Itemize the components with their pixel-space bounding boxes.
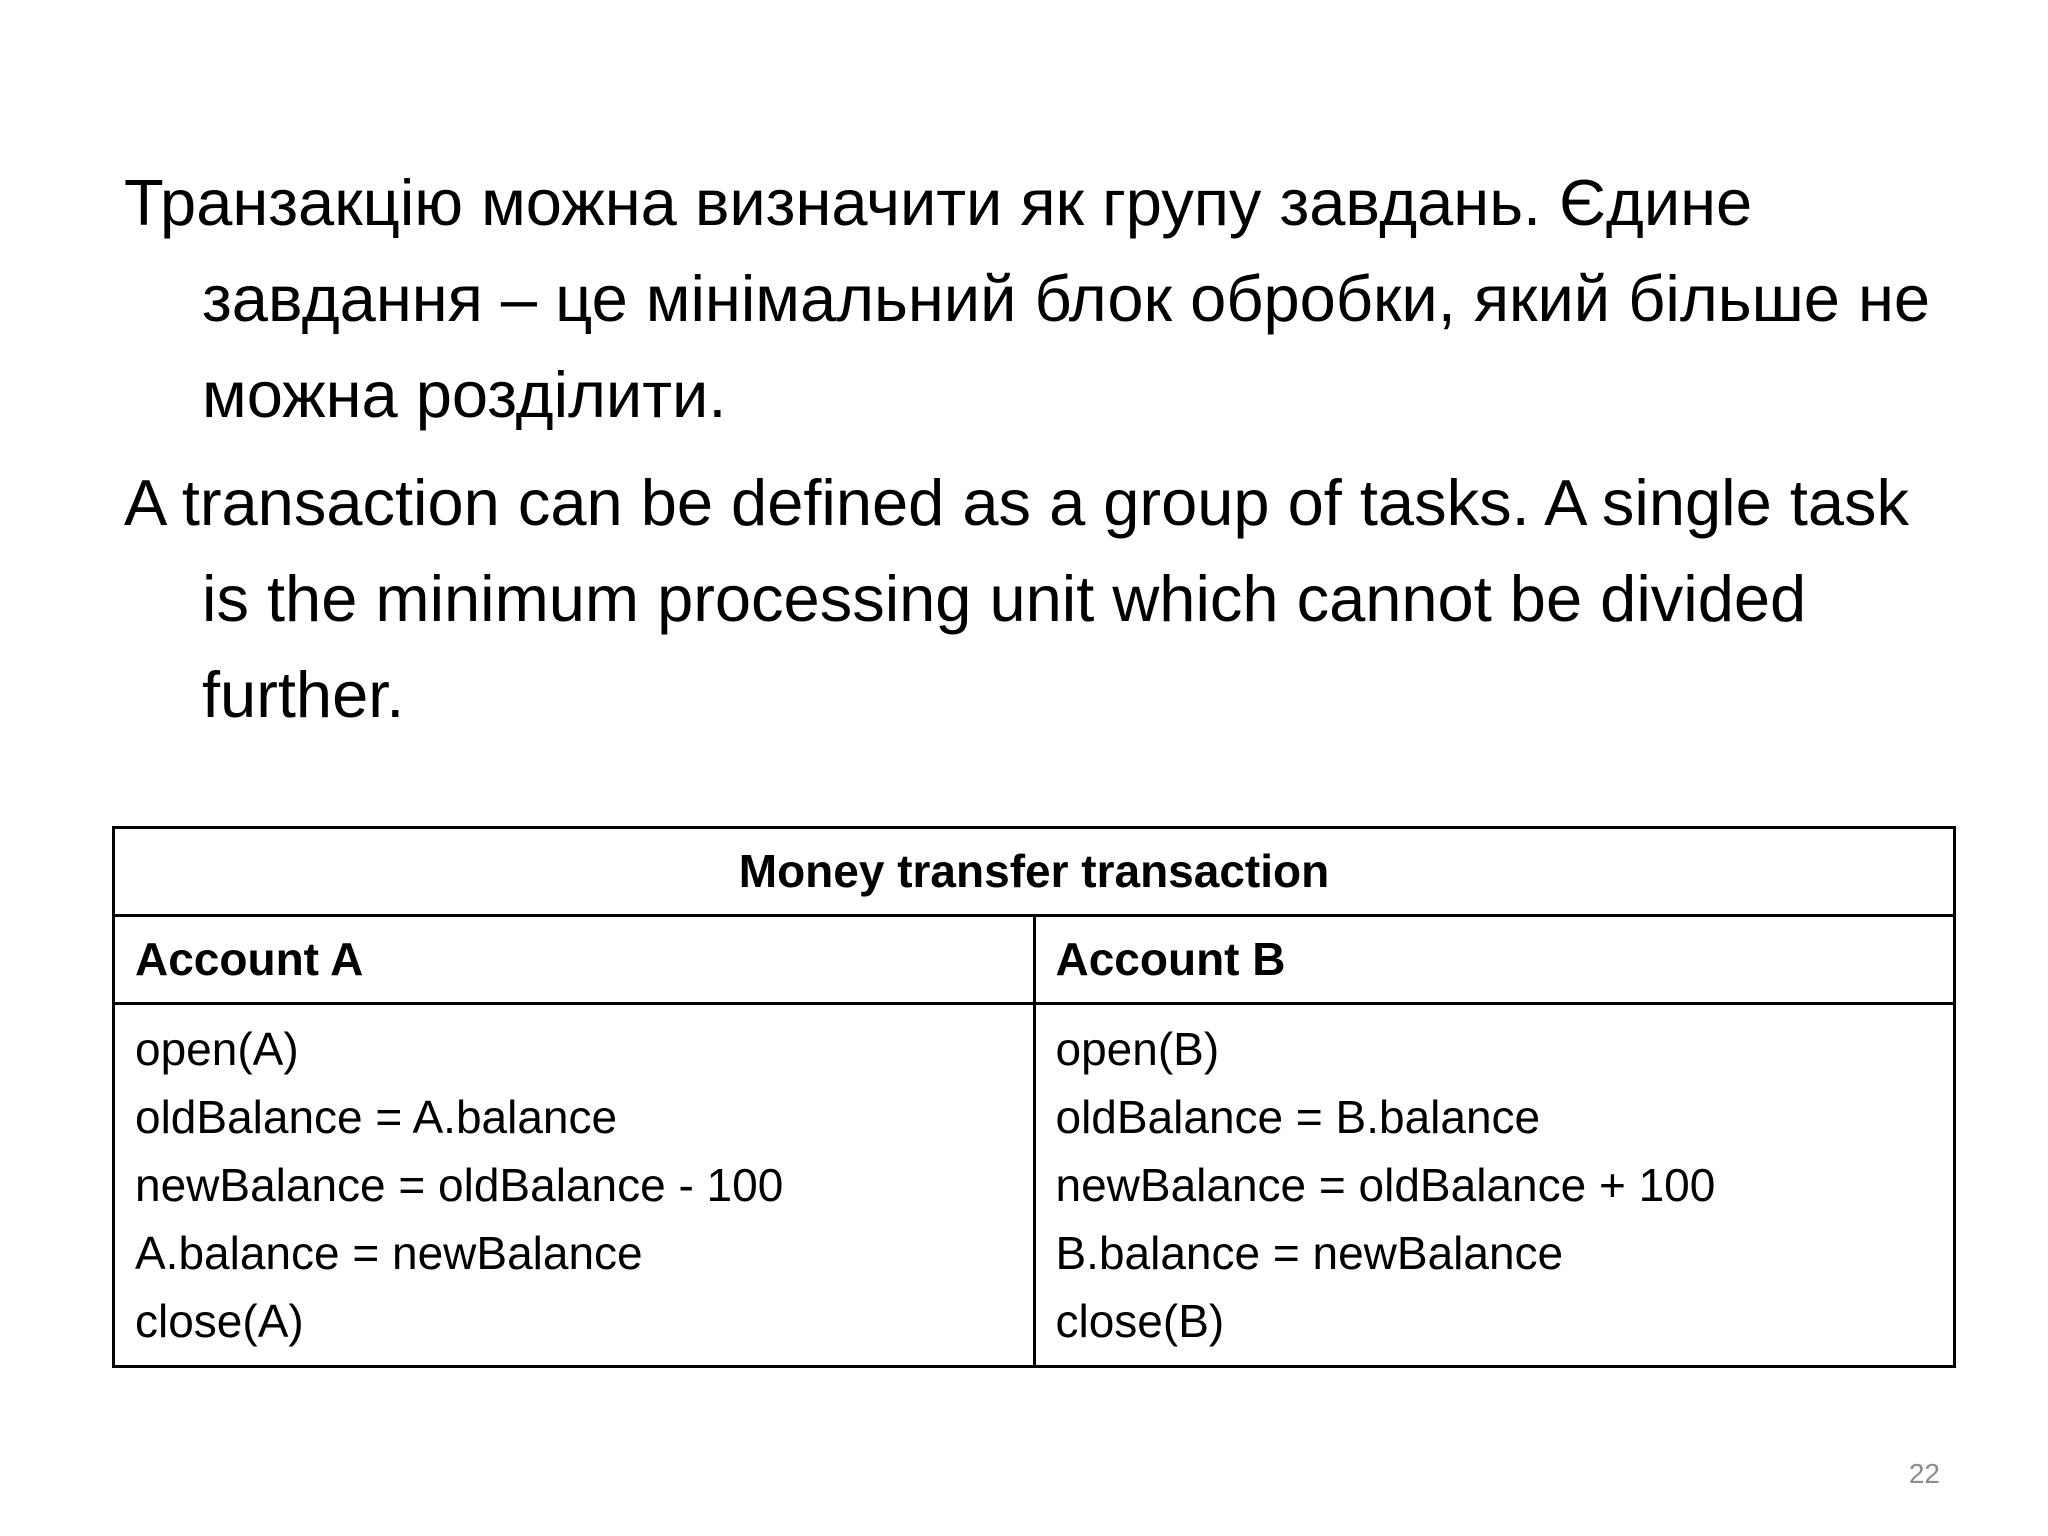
code-line: open(A) [135,1023,299,1075]
code-line: newBalance = oldBalance + 100 [1055,1159,1716,1211]
code-line: A.balance = newBalance [135,1227,643,1279]
code-line: oldBalance = B.balance [1055,1091,1541,1143]
code-line: newBalance = oldBalance - 100 [135,1159,784,1211]
account-a-steps [114,1004,1035,1367]
code-line: oldBalance = A.balance [135,1091,618,1143]
transaction-table [112,826,1956,1368]
column-header-account-a: Account A [114,916,1035,1004]
code-line: open(B) [1055,1023,1220,1075]
account-b-steps [1034,1004,1955,1367]
table-caption-row [114,828,1955,916]
slide-body [124,155,1964,755]
paragraph-ukrainian: Транзакцію можна визначити як групу завдань. Єдине завдання – це мінімальний блок обробки, який більше не можна розділити. [124,166,1931,431]
page-number: 22 [1908,1458,1940,1489]
code-line: close(A) [135,1295,304,1347]
table-caption: Money transfer transaction [114,828,1955,916]
code-line: close(B) [1055,1295,1225,1347]
table-body-row [114,1004,1955,1367]
paragraph-english: A transaction can be defined as a group of tasks. A single task is the minimum processing unit which cannot be divided further. [124,466,1910,731]
column-header-account-b: Account B [1034,916,1955,1004]
code-line: B.balance = newBalance [1055,1227,1564,1279]
table-header-row [114,916,1955,1004]
